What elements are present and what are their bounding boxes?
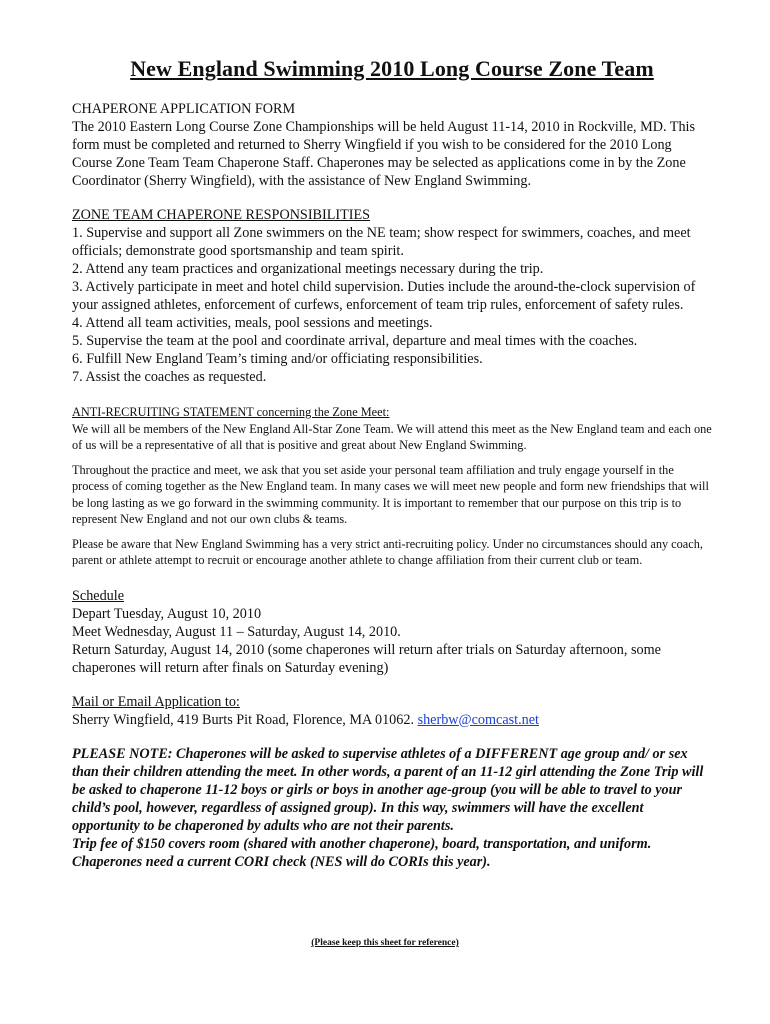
responsibility-item: 7. Assist the coaches as requested.: [72, 369, 267, 385]
schedule-meet: Meet Wednesday, August 11 – Saturday, August 14, 2010.: [72, 623, 401, 640]
schedule-return: Return Saturday, August 14, 2010 (some chaperones will return after trials on Saturday afternoon, some chaperones will return after finals on Saturday evening): [72, 641, 661, 676]
responsibility-item: 3. Actively participate in meet and hotel child supervision. Duties include the around-the-clock supervision of your assigned athletes, enforcement of curfews, enforcement of team trip rules, enforcement of safety rules.: [72, 279, 696, 313]
please-note: PLEASE NOTE: Chaperones will be asked to supervise athletes of a DIFFERENT age group and/ or sex than their children attending the meet. In other words, a parent of an 11-12 girl attending the Zone Trip will be asked to chaperone 11-12 boys or girls or boys in another age-group (you will be able to travel to your child’s pool, however, regardless of assigned group). In this way, swimmers will have the excellent opportunity to be chaperoned by adults who are not their parents.: [72, 745, 704, 834]
mail-address-line: [72, 711, 712, 729]
anti-recruiting-paragraph-2: Throughout the practice and meet, we ask that you set aside your personal team affiliation and truly engage yourself in the process of coming together as the New England team. In many cases we will meet new people and form new friendships that will be long lasting as we go forward in the swimming community. It is important to remember that our purpose on this trip is to represent New England and not our own clubs & teams.: [72, 462, 709, 526]
anti-recruiting-heading: ANTI-RECRUITING STATEMENT concerning the Zone Meet:: [72, 405, 390, 419]
intro-paragraph: The 2010 Eastern Long Course Zone Championships will be held August 11-14, 2010 in Rockville, MD. This form must be completed and returned to Sherry Wingfield if you wish to be considered for the 2010 Long Course Zone Team Team Chaperone Staff. Chaperones may be selected as applications come in by the Zone Coordinator (Sherry Wingfield), with the assistance of New England Swimming.: [72, 119, 696, 189]
email-link[interactable]: sherbw@comcast.net: [417, 711, 539, 728]
document-page: [72, 56, 712, 871]
responsibility-item: 4. Attend all team activities, meals, pool sessions and meetings.: [72, 315, 433, 331]
responsibility-item: 5. Supervise the team at the pool and coordinate arrival, departure and meal times with the coaches.: [72, 333, 638, 349]
responsibility-item: 1. Supervise and support all Zone swimmers on the NE team; show respect for swimmers, coaches, and meet officials; demonstrate good sportsmanship and team spirit.: [72, 225, 691, 259]
responsibilities-heading: ZONE TEAM CHAPERONE RESPONSIBILITIES: [72, 207, 371, 223]
responsibility-item: 2. Attend any team practices and organizational meetings necessary during the trip.: [72, 261, 544, 277]
footer-reference-note: (Please keep this sheet for reference): [311, 938, 459, 948]
mail-heading: Mail or Email Application to:: [72, 693, 240, 710]
anti-recruiting-paragraph-1: We will all be members of the New England All-Star Zone Team. We will attend this meet as the New England team and each one of us will be a representative of all that is positive and great about New England Swimming.: [72, 421, 712, 452]
form-heading: CHAPERONE APPLICATION FORM: [72, 101, 296, 117]
schedule-heading: Schedule: [72, 587, 125, 604]
anti-recruiting-paragraph-3: Please be aware that New England Swimming has a very strict anti-recruiting policy. Under no circumstances should any coach, parent or athlete attempt to recruit or encourage another athlete to change affiliation from their current club or team.: [72, 536, 703, 567]
schedule-depart: Depart Tuesday, August 10, 2010: [72, 605, 262, 622]
responsibility-item: 6. Fulfill New England Team’s timing and/or officiating responsibilities.: [72, 351, 483, 367]
responsibilities-list: [72, 224, 712, 386]
page-title: New England Swimming 2010 Long Course Zone Team: [130, 56, 654, 81]
trip-fee: Trip fee of $150 covers room (shared with another chaperone), board, transportation, and uniform. Chaperones need a current CORI check (NES will do CORIs this year).: [72, 835, 652, 870]
mail-address: Sherry Wingfield, 419 Burts Pit Road, Florence, MA 01062.: [72, 711, 415, 728]
